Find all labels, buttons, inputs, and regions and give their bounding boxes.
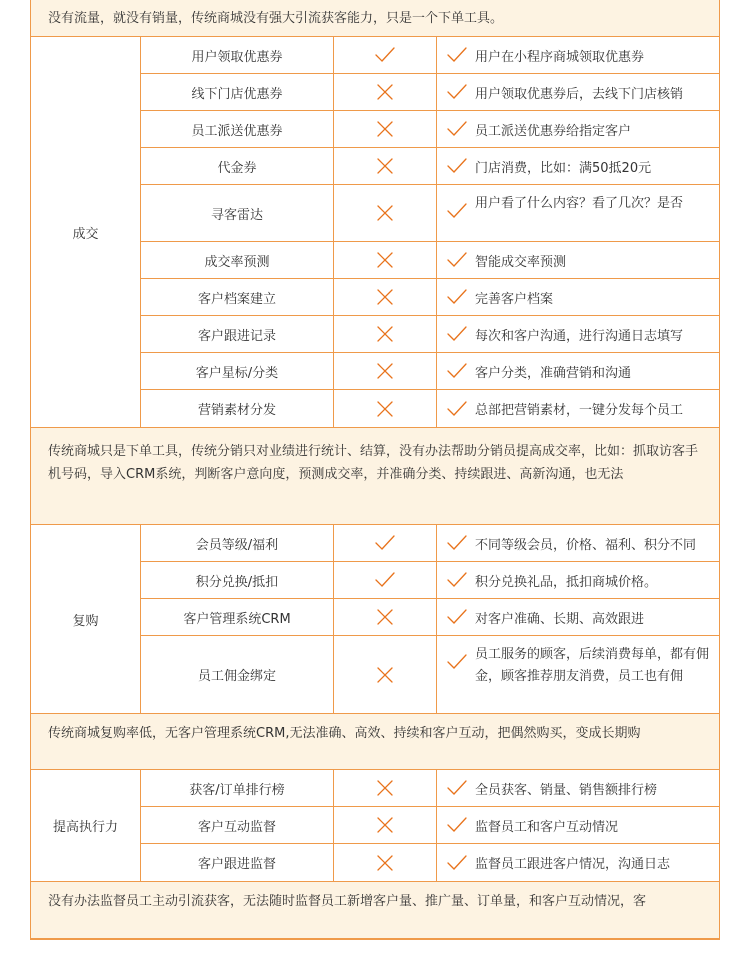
cross-icon xyxy=(373,203,397,223)
our-feature-text: 员工服务的顾客，后续消费每单，都有佣金，顾客推荐朋友消费，员工也有佣 xyxy=(475,647,710,684)
section-execution xyxy=(31,770,719,882)
cross-icon xyxy=(373,778,397,798)
feature-name: 寻客雷达 xyxy=(141,185,334,241)
cross-icon xyxy=(373,119,397,139)
check-icon xyxy=(445,778,469,798)
our-feature-text: 不同等级会员，价格、福利、积分不同 xyxy=(475,537,697,553)
our-feature xyxy=(437,279,719,315)
check-mark xyxy=(445,399,469,419)
table-row xyxy=(141,279,719,316)
traditional-support xyxy=(334,525,437,561)
traditional-support xyxy=(334,316,437,352)
traditional-support xyxy=(334,353,437,389)
traditional-support xyxy=(334,807,437,843)
cross-icon xyxy=(373,607,397,627)
table-row xyxy=(141,807,719,844)
table-row xyxy=(141,37,719,74)
check-icon xyxy=(445,533,469,553)
our-feature xyxy=(437,111,719,147)
check-mark xyxy=(445,853,469,873)
our-feature xyxy=(437,185,719,241)
traditional-support xyxy=(334,562,437,598)
table-row xyxy=(141,316,719,353)
traditional-support xyxy=(334,111,437,147)
our-feature xyxy=(437,844,719,881)
check-mark xyxy=(445,652,469,672)
check-icon xyxy=(445,399,469,419)
traditional-support xyxy=(334,844,437,881)
feature-name: 客户互动监督 xyxy=(141,807,334,843)
cross-icon xyxy=(373,324,397,344)
our-feature-text: 用户领取优惠券后，去线下门店核销 xyxy=(475,86,684,102)
table-row xyxy=(141,390,719,427)
table-row xyxy=(141,185,719,242)
our-feature xyxy=(437,242,719,278)
cross-icon xyxy=(373,82,397,102)
our-feature-text: 员工派送优惠券给指定客户 xyxy=(475,123,632,139)
feature-name: 代金券 xyxy=(141,148,334,184)
cross-icon xyxy=(373,250,397,270)
feature-name: 成交率预测 xyxy=(141,242,334,278)
cross-icon xyxy=(373,399,397,419)
check-icon xyxy=(445,815,469,835)
section-note: 没有办法监督员工主动引流获客，无法随时监督员工新增客户量、推广量、订单量，和客户互动情况，客 xyxy=(31,882,719,939)
cross-icon xyxy=(373,815,397,835)
our-feature xyxy=(437,37,719,73)
check-mark xyxy=(445,778,469,798)
check-icon xyxy=(445,45,469,65)
table-row xyxy=(141,636,719,713)
check-mark xyxy=(445,45,469,65)
our-feature xyxy=(437,74,719,110)
our-feature xyxy=(437,525,719,561)
our-feature-text: 每次和客户沟通，进行沟通日志填写 xyxy=(475,328,684,344)
feature-name: 线下门店优惠券 xyxy=(141,74,334,110)
our-feature xyxy=(437,353,719,389)
our-feature-text: 监督员工和客户互动情况 xyxy=(475,819,619,835)
cross-icon xyxy=(373,665,397,685)
feature-name: 客户跟进监督 xyxy=(141,844,334,881)
check-icon xyxy=(373,45,397,65)
feature-name: 客户星标/分类 xyxy=(141,353,334,389)
check-icon xyxy=(445,570,469,590)
cross-icon xyxy=(373,361,397,381)
feature-name: 客户管理系统CRM xyxy=(141,599,334,635)
our-feature xyxy=(437,390,719,427)
check-mark xyxy=(445,250,469,270)
traditional-support xyxy=(334,185,437,241)
cross-icon xyxy=(373,853,397,873)
check-icon xyxy=(445,119,469,139)
our-feature-text: 门店消费，比如：满50抵20元 xyxy=(475,160,652,176)
check-icon xyxy=(445,82,469,102)
cross-icon xyxy=(373,156,397,176)
traditional-support xyxy=(334,599,437,635)
our-feature-text: 完善客户档案 xyxy=(475,291,554,307)
check-icon xyxy=(445,201,469,221)
category-label: 复购 xyxy=(31,525,141,713)
section-repurchase xyxy=(31,525,719,714)
table-row xyxy=(141,242,719,279)
check-mark xyxy=(445,156,469,176)
table-row xyxy=(141,770,719,807)
check-mark xyxy=(445,570,469,590)
feature-name: 客户档案建立 xyxy=(141,279,334,315)
our-feature-text: 用户在小程序商城领取优惠券 xyxy=(475,49,645,65)
traditional-support xyxy=(334,242,437,278)
our-feature xyxy=(437,562,719,598)
our-feature xyxy=(437,636,719,713)
our-feature xyxy=(437,770,719,806)
our-feature-text: 智能成交率预测 xyxy=(475,254,567,270)
traditional-support xyxy=(334,74,437,110)
feature-name: 客户跟进记录 xyxy=(141,316,334,352)
check-icon xyxy=(445,250,469,270)
table-row xyxy=(141,599,719,636)
our-feature-text: 总部把营销素材，一键分发每个员工 xyxy=(475,403,684,418)
feature-name: 员工佣金绑定 xyxy=(141,636,334,713)
table-row xyxy=(141,111,719,148)
check-mark xyxy=(445,815,469,835)
check-icon xyxy=(445,607,469,627)
table-row xyxy=(141,353,719,390)
comparison-table xyxy=(30,0,720,940)
check-mark xyxy=(445,82,469,102)
our-feature xyxy=(437,316,719,352)
feature-name: 会员等级/福利 xyxy=(141,525,334,561)
section-note: 传统商城复购率低，无客户管理系统CRM,无法准确、高效、持续和客户互动，把偶然购买，变成长期购 xyxy=(31,714,719,770)
check-mark xyxy=(445,324,469,344)
check-icon xyxy=(445,361,469,381)
cross-icon xyxy=(373,287,397,307)
traditional-support xyxy=(334,390,437,427)
traditional-support xyxy=(334,770,437,806)
our-feature-text: 全员获客、销量、销售额排行榜 xyxy=(475,782,658,798)
check-mark xyxy=(445,201,469,221)
check-mark xyxy=(445,287,469,307)
check-icon xyxy=(445,287,469,307)
check-icon xyxy=(373,570,397,590)
section-deal xyxy=(31,37,719,428)
category-label: 提高执行力 xyxy=(31,770,141,881)
feature-name: 积分兑换/抵扣 xyxy=(141,562,334,598)
check-icon xyxy=(445,853,469,873)
traditional-support xyxy=(334,148,437,184)
table-row xyxy=(141,562,719,599)
our-feature-text: 对客户准确、长期、高效跟进 xyxy=(475,611,645,627)
check-icon xyxy=(445,652,469,672)
check-icon xyxy=(445,324,469,344)
table-row xyxy=(141,148,719,185)
feature-name: 员工派送优惠券 xyxy=(141,111,334,147)
check-mark xyxy=(445,361,469,381)
feature-name: 获客/订单排行榜 xyxy=(141,770,334,806)
category-label: 成交 xyxy=(31,37,141,427)
check-icon xyxy=(445,156,469,176)
our-feature-text: 用户看了什么内容？看了几次？是否 xyxy=(475,196,684,211)
check-icon xyxy=(373,533,397,553)
section-note: 传统商城只是下单工具，传统分销只对业绩进行统计、结算，没有办法帮助分销员提高成交率，比如：抓取访客手机号码，导入CRM系统，判断客户意向度，预测成交率，并准确分类、持续跟进、高新沟通，也无法 xyxy=(31,428,719,525)
our-feature xyxy=(437,807,719,843)
feature-name: 用户领取优惠券 xyxy=(141,37,334,73)
traditional-support xyxy=(334,279,437,315)
traditional-support xyxy=(334,37,437,73)
our-feature xyxy=(437,599,719,635)
our-feature-text: 积分兑换礼品，抵扣商城价格。 xyxy=(475,574,658,590)
check-mark xyxy=(445,607,469,627)
our-feature-text: 监督员工跟进客户情况，沟通日志 xyxy=(475,857,671,872)
traditional-support xyxy=(334,636,437,713)
check-mark xyxy=(445,533,469,553)
feature-name: 营销素材分发 xyxy=(141,390,334,427)
our-feature xyxy=(437,148,719,184)
table-row xyxy=(141,844,719,881)
our-feature-text: 客户分类，准确营销和沟通 xyxy=(475,365,632,381)
check-mark xyxy=(445,119,469,139)
table-row xyxy=(141,525,719,562)
table-row xyxy=(141,74,719,111)
intro-note: 没有流量，就没有销量，传统商城没有强大引流获客能力，只是一个下单工具。 xyxy=(31,0,719,37)
